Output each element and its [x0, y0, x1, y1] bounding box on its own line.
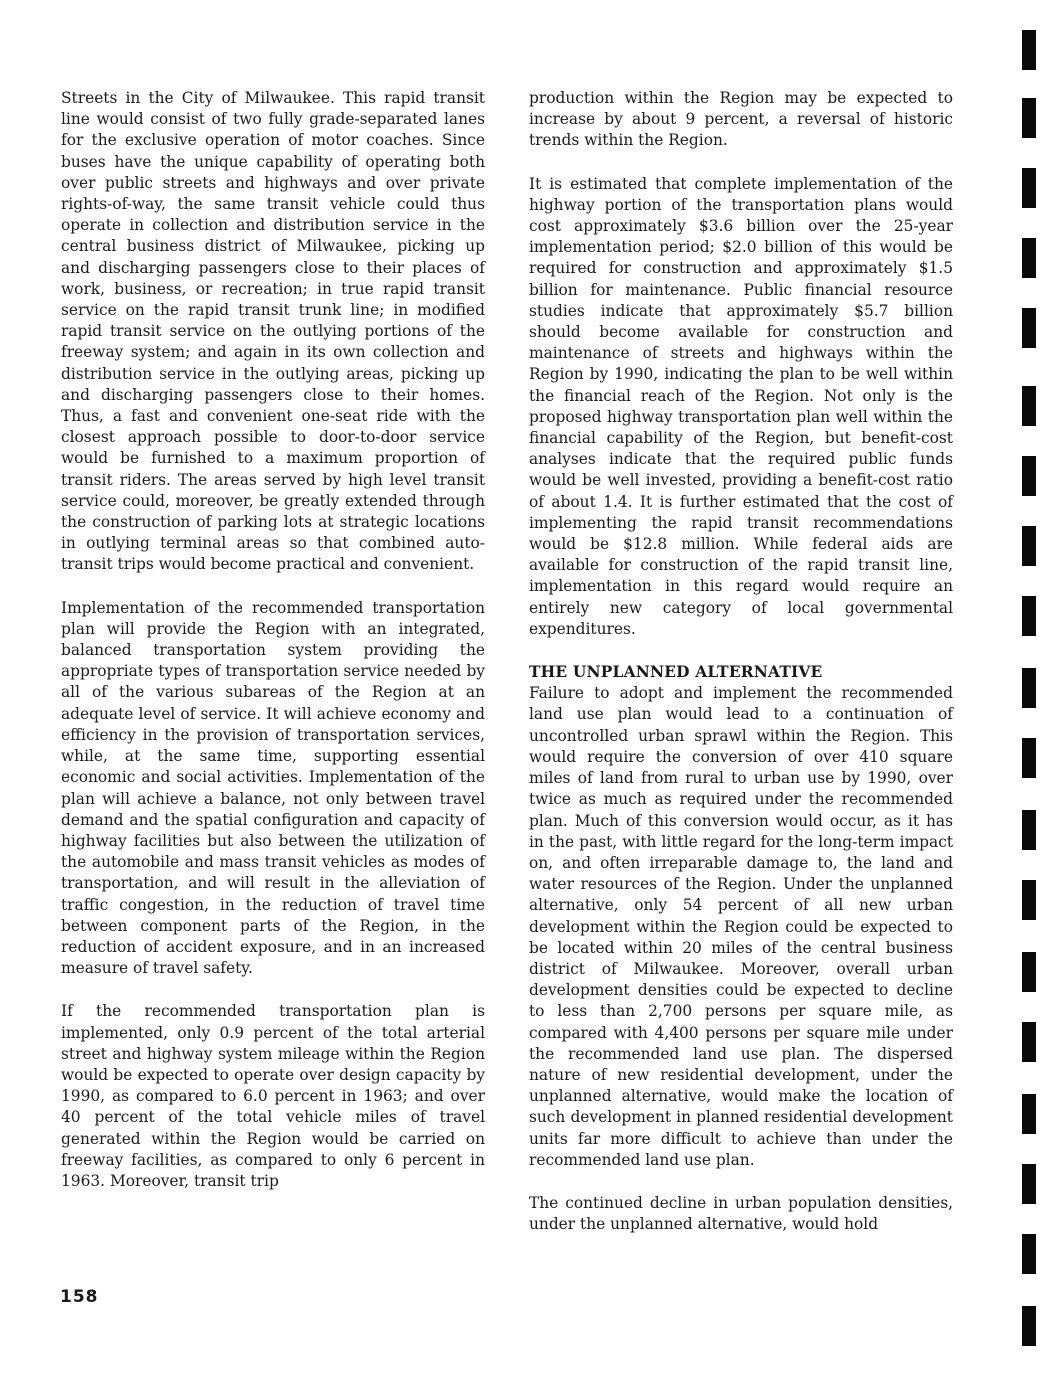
registration-mark [1022, 386, 1036, 426]
page-number: 158 [60, 1287, 99, 1307]
registration-mark [1022, 880, 1036, 920]
registration-mark [1022, 1234, 1036, 1274]
edge-registration-marks [1022, 0, 1042, 1380]
registration-mark [1022, 952, 1036, 992]
right-paragraph-1: production within the Region may be expected to increase by about 9 percent, a reversal of historic trends within the Region. [529, 89, 953, 150]
registration-mark [1022, 738, 1036, 778]
registration-mark [1022, 30, 1036, 70]
registration-mark [1022, 596, 1036, 636]
right-paragraph-2: It is estimated that complete implementation of the highway portion of the transportation plans would cost approximately $3.6 billion over the 25-year implementation period; $2.0 billion of this would be required for construction and approximately $1.5 billion for maintenance. Public financial resource studies indicate that approximately $5.7 billion should become available for construction and maintenance of streets and highways within the Region by 1990, indicating the plan to be well within the financial reach of the Region. Not only is the proposed highway transportation plan well within the financial capability of the Region, but benefit-cost analyses indicate that the required public funds would be well invested, providing a benefit-cost ratio of about 1.4. It is further estimated that the cost of implementing the rapid transit recommendations would be $12.8 million. While federal aids are available for construction of the rapid transit line, implementation in this regard would require an entirely new category of local governmental expenditures. [529, 174, 953, 638]
left-column [61, 88, 485, 1214]
right-column [529, 88, 953, 1257]
registration-mark [1022, 1022, 1036, 1062]
registration-mark [1022, 1306, 1036, 1346]
left-paragraph-1: Streets in the City of Milwaukee. This rapid transit line would consist of two fully grade-separated lanes for the exclusive operation of motor coaches. Since buses have the unique capability of operating both over public streets and highways and over private rights-of-way, the same transit vehicle could thus operate in collection and distribution service in the central business district of Milwaukee, picking up and discharging passengers close to their places of work, business, or recreation; in true rapid transit service on the rapid transit trunk line; in modified rapid transit service on the outlying portions of the freeway system; and again in its own collection and distribution service in the outlying areas, picking up and discharging passengers close to their homes. Thus, a fast and convenient one-seat ride with the closest approach possible to door-to-door service would be furnished to a maximum proportion of transit riders. The areas served by high level transit service could, moreover, be greatly extended through the construction of parking lots at strategic locations in outlying terminal areas so that combined auto-transit trips would become practical and convenient. [61, 89, 485, 574]
registration-mark [1022, 308, 1036, 348]
registration-mark [1022, 456, 1036, 496]
registration-mark [1022, 238, 1036, 278]
registration-mark [1022, 1094, 1036, 1134]
registration-mark [1022, 526, 1036, 566]
registration-mark [1022, 810, 1036, 850]
section-heading-unplanned-alternative: THE UNPLANNED ALTERNATIVE [529, 663, 823, 682]
registration-mark [1022, 98, 1036, 138]
registration-mark [1022, 168, 1036, 208]
right-paragraph-3: Failure to adopt and implement the recommended land use plan would lead to a continuation of uncontrolled urban sprawl within the Region. This would require the conversion of over 410 square miles of land from rural to urban use by 1990, over twice as much as required under the recommended plan. Much of this conversion would occur, as it has in the past, with little regard for the long-term impact on, and often irreparable damage to, the land and water resources of the Region. Under the unplanned alternative, only 54 percent of all new urban development within the Region could be expected to be located within 20 miles of the central business district of Milwaukee. Moreover, overall urban development densities could be expected to decline to less than 2,700 persons per square mile, as compared with 4,400 persons per square mile under the recommended land use plan. The dispersed nature of new residential development, under the unplanned alternative, would make the location of such development in planned residential development units far more difficult to achieve than under the recommended land use plan. [529, 684, 953, 1169]
left-paragraph-2: Implementation of the recommended transportation plan will provide the Region with an integrated, balanced transportation system providing the appropriate types of transportation service needed by all of the various subareas of the Region at an adequate level of service. It will achieve economy and efficiency in the provision of transportation services, while, at the same time, supporting essential economic and social activities. Implementation of the plan will achieve a balance, not only between travel demand and the spatial configuration and capacity of highway facilities but also between the utilization of the automobile and mass transit vehicles as modes of transportation, and will result in the alleviation of traffic congestion, in the reduction of travel time between component parts of the Region, in the reduction of accident exposure, and in an increased measure of travel safety. [61, 598, 485, 978]
left-paragraph-3: If the recommended transportation plan is implemented, only 0.9 percent of the total arterial street and highway system mileage within the Region would be expected to operate over design capacity by 1990, as compared to 6.0 percent in 1963; and over 40 percent of the total vehicle miles of travel generated within the Region would be carried on freeway facilities, as compared to only 6 percent in 1963. Moreover, transit trip [61, 1002, 485, 1190]
registration-mark [1022, 668, 1036, 708]
registration-mark [1022, 1164, 1036, 1204]
right-paragraph-4: The continued decline in urban population densities, under the unplanned alternative, would hold [529, 1193, 953, 1234]
